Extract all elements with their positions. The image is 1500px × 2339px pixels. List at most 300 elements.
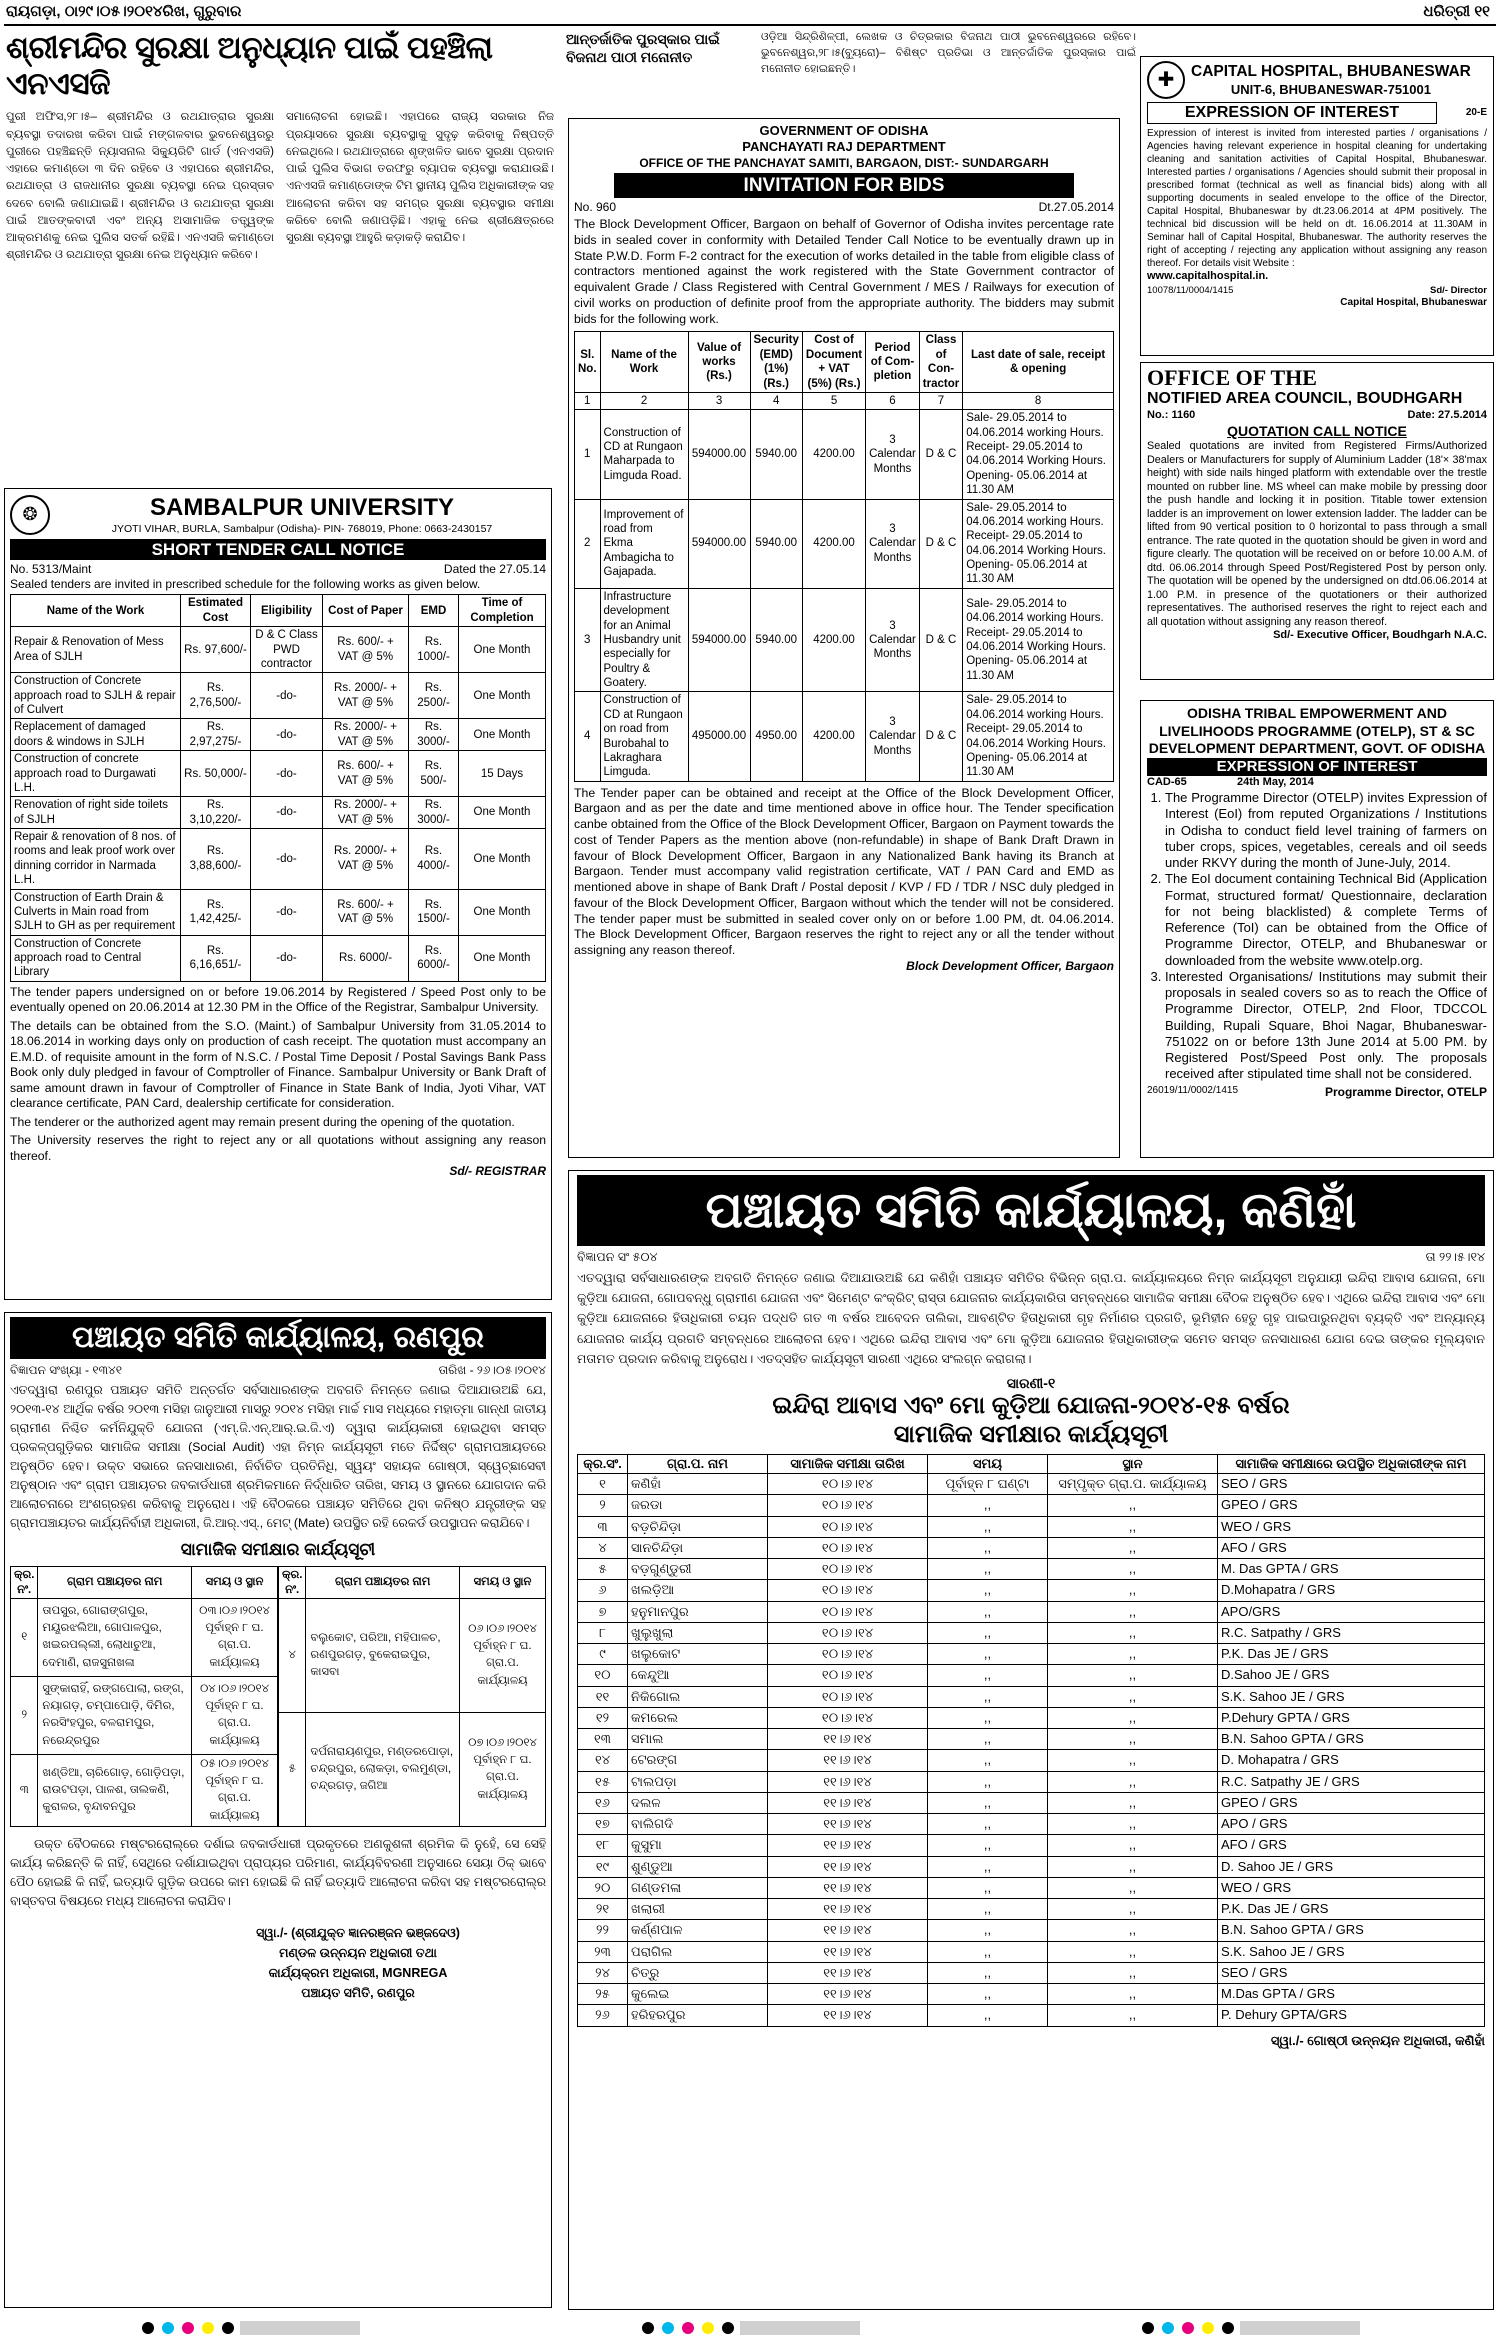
sambalpur-no: No. 5313/Maint bbox=[10, 562, 92, 577]
bid-work-name: Improvement of road from Ekma Ambagicha to Gajapada. bbox=[600, 499, 688, 588]
kaniha-table-row bbox=[578, 1665, 1485, 1686]
kaniha-time: ,, bbox=[928, 1856, 1048, 1877]
sambalpur-emd: Rs. 3000/- bbox=[409, 797, 459, 829]
registration-dot bbox=[182, 2322, 194, 2334]
hospital-sign-2: Capital Hospital, Bhubaneswar bbox=[1340, 296, 1487, 308]
kaniha-date: ୧୦।୬।୧୪ bbox=[768, 1474, 928, 1495]
ranpur-table-right bbox=[278, 1566, 546, 1827]
srimandir-article bbox=[6, 30, 554, 485]
article-headline: ଶ୍ରୀମନ୍ଦିର ସୁରକ୍ଷା ଅନୁଧ୍ୟାନ ପାଇଁ ପହଞ୍ଚିଲା ଏନଏସଜି bbox=[6, 30, 493, 101]
kaniha-officer: B.N. Sahoo GPTA / GRS bbox=[1218, 1920, 1485, 1941]
kaniha-table-row bbox=[578, 1622, 1485, 1643]
ranpur-time: ୦୩।୦୬।୨୦୧୪ ପୂର୍ବାହ୍ନ ୮ ଘ. ଗ୍ରା.ପ. କାର୍ଯ୍ୟାଳୟ bbox=[192, 1598, 278, 1676]
sambalpur-paper: Rs. 600/- + VAT @ 5% bbox=[323, 751, 409, 797]
kaniha-date: ୧୧।୬।୧୪ bbox=[768, 1835, 928, 1856]
kaniha-gp-name: ଖଲାରୀ bbox=[628, 1899, 768, 1920]
kaniha-officer: APO/GRS bbox=[1218, 1601, 1485, 1622]
kaniha-row-no: ୧୪ bbox=[578, 1750, 628, 1771]
print-registration-bar bbox=[0, 2318, 1500, 2338]
ranpur-sign-line: ସ୍ୱା./- (ଶ୍ରୀଯୁକ୍ତ ଜ୍ଞାନରଞ୍ଜନ ଭଞ୍ଜଦେଓ) bbox=[256, 1926, 460, 1941]
ranpur-table-row bbox=[11, 1676, 278, 1754]
ranpur-sign-line: କାର୍ଯ୍ୟକ୍ରମ ଅଧିକାରୀ, MGNREGA bbox=[268, 1966, 448, 1981]
bid-col-period: Period of Com-pletion bbox=[866, 332, 920, 393]
kaniha-row-no: ୨୨ bbox=[578, 1920, 628, 1941]
award-article bbox=[566, 30, 1136, 110]
kaniha-place: ,, bbox=[1048, 1707, 1218, 1728]
registration-dot bbox=[1162, 2322, 1174, 2334]
kaniha-place: ,, bbox=[1048, 2005, 1218, 2026]
sambalpur-eligibility: -do- bbox=[251, 889, 323, 935]
ranpur-body: ଏତଦ୍ୱାରା ରଣପୁର ପଞ୍ଚାୟତ ସମିତି ଅନ୍ତର୍ଗତ ସର୍ବସାଧାରଣଙ୍କ ଅବଗତି ନିମନ୍ତେ ଜଣାଇ ଦିଆଯାଉଅଛି ଯେ, ୨୦୧୩-୧୪ ଆର୍ଥିକ ବର୍ଷର ୨୦୧୩ ମସିହା ଜାନୁଆରୀ ମାସରୁ ୨୦୧୪ ମସିହା ମାର୍ଚ୍ଚ ମାସ ମଧ୍ୟରେ ମହାତ୍ମା ଗାନ୍ଧୀ ଜାତୀୟ ଗ୍ରାମୀଣ ନିଶ୍ଚିତ କର୍ମନିଯୁକ୍ତି ଯୋଜନା (ଏମ୍.ଜି.ଏନ୍.ଆର୍.ଇ.ଜି.ଏ) ଦ୍ୱାରା କାର୍ଯ୍ୟକାରୀ ହୋଇଥିବା ସମସ୍ତ ପ୍ରକଳ୍ପଗୁଡ଼ିକର ସାମାଜିକ ସମୀକ୍ଷା (Social Audit) ଏହା ନିମ୍ନ କାର୍ଯ୍ୟସୂଚୀ ମତେ ନିର୍ଦ୍ଦିଷ୍ଟ ଗ୍ରାମପଞ୍ଚାୟତରେ ଅନୁଷ୍ଠିତ ହେବ। ଉକ୍ତ ସଭାରେ ଜନସାଧାରଣ, ନିର୍ବାଚିତ ପ୍ରତିନିଧି, ସ୍ୱୟଂ ସହାୟକ ଗୋଷ୍ଠୀ, ସ୍ୱେଚ୍ଛାସେବୀ ଅନୁଷ୍ଠାନ ଏବଂ ଗ୍ରାମ ପଞ୍ଚାୟତର ଜବକାର୍ଡଧାରୀ ଶ୍ରମିକମାନେ ନିର୍ଦ୍ଧାରିତ ତାରିଖ, ସମୟ ଓ ସ୍ଥାନରେ ଯୋଗଦାନ କରି ଆଲୋଚନାରେ ଅଂଶଗ୍ରହଣ କରିବାକୁ ଅନୁରୋଧ। ଏହି ବୈଠକରେ ପଞ୍ଚାୟତ ସମିତିରେ ଥିବା କନିଷ୍ଠ ଯନ୍ତ୍ରୀଙ୍କ ସହ ଗ୍ରାମପଞ୍ଚାୟତର କାର୍ଯ୍ୟନିର୍ବାହୀ ଅଧିକାରୀ, ଜି.ଆର୍.ଏସ୍., ମେଟ୍ (Mate) ଉପସ୍ଥିତ ରହି ରେକର୍ଡ ଉପସ୍ଥାପନ କରାଯିବେ। bbox=[10, 1382, 546, 1530]
sambalpur-notice bbox=[4, 488, 552, 1300]
kaniha-time: ,, bbox=[928, 1686, 1048, 1707]
kaniha-gp-name: ଟେରଙ୍ଗ bbox=[628, 1750, 768, 1771]
boudhgarh-line1: OFFICE OF THE bbox=[1147, 365, 1317, 390]
kaniha-row-no: ୭ bbox=[578, 1601, 628, 1622]
sambalpur-table-row bbox=[11, 751, 546, 797]
kaniha-officer: APO / GRS bbox=[1218, 1814, 1485, 1835]
kaniha-place: ,, bbox=[1048, 1941, 1218, 1962]
kaniha-date: ୧୦।୬।୧୪ bbox=[768, 1644, 928, 1665]
kaniha-row-no: ୧୧ bbox=[578, 1686, 628, 1707]
kaniha-place: ,, bbox=[1048, 1559, 1218, 1580]
kaniha-place: ,, bbox=[1048, 1644, 1218, 1665]
sambalpur-paper: Rs. 600/- + VAT @ 5% bbox=[323, 889, 409, 935]
ranpur-time: ୦୭।୦୬।୨୦୧୪ ପୂର୍ବାହ୍ନ ୮ ଘ. ଗ୍ରା.ପ. କାର୍ଯ୍ୟାଳୟ bbox=[460, 1712, 546, 1826]
otelp-line1: ODISHA TRIBAL EMPOWERMENT AND bbox=[1186, 705, 1448, 721]
sambalpur-emd: Rs. 1000/- bbox=[409, 627, 459, 673]
kaniha-officer: AFO / GRS bbox=[1218, 1537, 1485, 1558]
otelp-notice bbox=[1140, 700, 1494, 1158]
sambalpur-col-emd: EMD bbox=[409, 595, 459, 627]
kaniha-title-2: ସାମାଜିକ ସମୀକ୍ଷାର କାର୍ଯ୍ୟସୂଚୀ bbox=[893, 1421, 1169, 1449]
bid-date-receipt: Receipt- 29.05.2014 to 04.06.2014 Working Hours. bbox=[966, 723, 1107, 750]
kaniha-gp-name: ଶୁଣ୍ଡୁଆ bbox=[628, 1856, 768, 1877]
boudhgarh-line2: NOTIFIED AREA COUNCIL, BOUDHGARH bbox=[1147, 390, 1463, 407]
kaniha-table-row bbox=[578, 1750, 1485, 1771]
ranpur-col-gp: ଗ୍ରାମ ପଞ୍ଚାୟତର ନାମ bbox=[38, 1567, 192, 1599]
article-column-1: ପୁରୀ ଅଫିସ,୨୮।୫– ଶ୍ରୀମନ୍ଦିର ଓ ରଥଯାତ୍ରାର ସୁରକ୍ଷା ବ୍ୟବସ୍ଥା ତଦାରଖ କରିବା ପାଇଁ ମଙ୍ଗଳବାର ଭୁବନେଶ୍ୱରରୁ ପୁରୀରେ ପହଞ୍ଚିଛନ୍ତି ନ୍ୟାସନାଲ ସିକ୍ୟୁରିଟି ଗାର୍ଡ (ଏନଏସଜି) ଏହାରେ କମାଣ୍ଡୋ ୩ ଦିନ ରହିବେ ଓ ଏହାପରେ ଶ୍ରୀମନ୍ଦିର, ରଥଯାତ୍ରା ଓ ରାଜଧାନୀର ସୁରକ୍ଷା ବ୍ୟବସ୍ଥା ନେଇ ପ୍ରସ୍ତାବ ଦେବେ ବୋଲି ଜଣାଯାଇଛି। ଶ୍ରୀମନ୍ଦିର ଓ ରଥଯାତ୍ରା ସୁରକ୍ଷା ପାଇଁ ଆତଙ୍କବାଦୀ ଏବଂ ଅନ୍ୟ ଅସାମାଜିକ ତତ୍ତ୍ୱଙ୍କ ଆକ୍ରମଣକୁ ନେଇ ପୁଲିସ ସତର୍କ ରହିଛି। ଏନଏସଜି କମାଣ୍ଡୋ ଶ୍ରୀମନ୍ଦିର ଓ ରଥଯାତ୍ରା ସୁରକ୍ଷା ନେଇ ଅନୁଧ୍ୟାନ କରିବେ। bbox=[6, 111, 274, 262]
hospital-ref: 10078/11/0004/1415 bbox=[1147, 284, 1234, 296]
kaniha-officer: WEO / GRS bbox=[1218, 1877, 1485, 1898]
bid-sl: 1 bbox=[575, 410, 601, 499]
kaniha-table-row bbox=[578, 1601, 1485, 1622]
sambalpur-para-1: The tender papers undersigned on or before 19.06.2014 by Registered / Speed Post only to be eventually opened on 20.06.2014 at 12.30 PM in the Office of the Registrar, Sambalpur University. bbox=[10, 984, 546, 1015]
sambalpur-time: One Month bbox=[459, 627, 546, 673]
ranpur-time: ୦୫।୦୬।୨୦୧୪ ପୂର୍ବାହ୍ନ ୮ ଘ. ଗ୍ରା.ପ. କାର୍ଯ୍ୟାଳୟ bbox=[192, 1754, 278, 1826]
kaniha-gp-name: କୁଲେଇ bbox=[628, 1984, 768, 2005]
bid-table-row bbox=[575, 410, 1114, 499]
kaniha-date: ୧୧।୬।୧୪ bbox=[768, 1814, 928, 1835]
hospital-website[interactable]: www.capitalhospital.in. bbox=[1147, 270, 1269, 282]
sambalpur-dated: Dated the 27.05.14 bbox=[443, 562, 546, 577]
sambalpur-col-cost: Estimated Cost bbox=[181, 595, 251, 627]
sambalpur-paper: Rs. 2000/- + VAT @ 5% bbox=[323, 719, 409, 751]
bid-dates bbox=[963, 410, 1114, 499]
sambalpur-paper: Rs. 2000/- + VAT @ 5% bbox=[323, 673, 409, 719]
registration-dot bbox=[1182, 2322, 1194, 2334]
kaniha-place: ,, bbox=[1048, 1856, 1218, 1877]
sambalpur-cost: Rs. 97,600/- bbox=[181, 627, 251, 673]
bid-date-sale: Sale- 29.05.2014 to 04.06.2014 working Hours. bbox=[966, 597, 1104, 625]
kaniha-place: ,, bbox=[1048, 1729, 1218, 1750]
bid-period: 3 Calendar Months bbox=[866, 410, 920, 499]
kaniha-table-row bbox=[578, 1920, 1485, 1941]
capital-hospital-ad bbox=[1140, 56, 1494, 356]
university-name: SAMBALPUR UNIVERSITY bbox=[149, 494, 455, 521]
colnum: 7 bbox=[919, 392, 962, 409]
ranpur-table-row bbox=[279, 1712, 546, 1826]
registration-dot bbox=[1202, 2322, 1214, 2334]
kaniha-row-no: ୨୬ bbox=[578, 2005, 628, 2026]
bid-work-name: Construction of CD at Rungaon on road from Burobahal to Lakraghara Limguda. bbox=[600, 692, 688, 781]
kaniha-place: ,, bbox=[1048, 1622, 1218, 1643]
kaniha-officer: SEO / GRS bbox=[1218, 1474, 1485, 1495]
ranpur-row-no: ୧ bbox=[11, 1598, 38, 1676]
kaniha-date: ୧୧।୬।୧୪ bbox=[768, 1962, 928, 1983]
sambalpur-sign: Sd/- REGISTRAR bbox=[449, 1164, 546, 1179]
kaniha-row-no: ୨୪ bbox=[578, 1962, 628, 1983]
bid-doc-cost: 4200.00 bbox=[802, 588, 865, 692]
bid-date-sale: Sale- 29.05.2014 to 04.06.2014 working Hours. bbox=[966, 412, 1104, 439]
kaniha-officer: S.K. Sahoo JE / GRS bbox=[1218, 1941, 1485, 1962]
bid-date-opening: Opening- 05.06.2014 at 11.30 AM bbox=[966, 751, 1088, 779]
hospital-eoi-title: EXPRESSION OF INTEREST bbox=[1147, 102, 1437, 124]
bid-period: 3 Calendar Months bbox=[866, 692, 920, 781]
kaniha-row-no: ୯ bbox=[578, 1644, 628, 1665]
bid-emd: 5940.00 bbox=[750, 410, 802, 499]
sambalpur-eligibility: -do- bbox=[251, 935, 323, 981]
kaniha-officer: GPEO / GRS bbox=[1218, 1495, 1485, 1516]
kaniha-date: ୧୧।୬।୧୪ bbox=[768, 1771, 928, 1792]
bid-value: 594000.00 bbox=[688, 499, 750, 588]
bid-period: 3 Calendar Months bbox=[866, 588, 920, 692]
kaniha-place: ,, bbox=[1048, 1877, 1218, 1898]
ranpur-col-no: କ୍ର. ନଂ. bbox=[11, 1567, 38, 1599]
ranpur-sign-line: ମଣ୍ଡଳ ଉନ୍ନୟନ ଅଧିକାରୀ ତଥା bbox=[279, 1946, 437, 1961]
kaniha-gp-name: ବାଲିଗଦି bbox=[628, 1814, 768, 1835]
kaniha-gp-name: ଗଣ୍ଡମଳା bbox=[628, 1877, 768, 1898]
kaniha-date: ୧୧।୬।୧୪ bbox=[768, 1729, 928, 1750]
kaniha-gp-name: ଦଲଳ bbox=[628, 1792, 768, 1813]
bid-sign: Block Development Officer, Bargaon bbox=[906, 958, 1114, 973]
sambalpur-col-work: Name of the Work bbox=[11, 595, 181, 627]
award-body: ଓଡ଼ିଆ ସିନ୍ଦ୍ରିଶିଳ୍ପୀ, ଲେଖକ ଓ ଚିତ୍ରକାର ବିଜନାଥ ପାଠୀ ଭୁବନେଶ୍ୱରରେ ରହିବେ। ଭୁବନେଶ୍ୱର,୨୮।୫(ବ୍ୟୁରୋ)– ବିଶିଷ୍ଟ ପ୍ରତିଭା ଓ ଆନ୍ତର୍ଜାତିକ ପୁରସ୍କାର ପାଇଁ ମନୋନୀତ ହୋଇଛନ୍ତି। bbox=[761, 31, 1136, 75]
bid-dates bbox=[963, 588, 1114, 692]
sambalpur-cost: Rs. 3,88,600/- bbox=[181, 829, 251, 890]
kaniha-place: ,, bbox=[1048, 1665, 1218, 1686]
sambalpur-table-row bbox=[11, 673, 546, 719]
sambalpur-time: One Month bbox=[459, 889, 546, 935]
sambalpur-table bbox=[10, 594, 546, 981]
sambalpur-work-name: Construction of Concrete approach road to SJLH & repair of Culvert bbox=[11, 673, 181, 719]
bid-date-receipt: Receipt- 29.05.2014 to 04.06.2014 Working Hours. bbox=[966, 441, 1107, 468]
otelp-cad: CAD-65 bbox=[1147, 776, 1187, 789]
kaniha-row-no: ୩ bbox=[578, 1516, 628, 1537]
sambalpur-eligibility: -do- bbox=[251, 719, 323, 751]
kaniha-time: ,, bbox=[928, 1665, 1048, 1686]
kaniha-gp-name: ଖୁଲୁଖୁଲା bbox=[628, 1622, 768, 1643]
bid-dates bbox=[963, 499, 1114, 588]
kaniha-table-row bbox=[578, 1516, 1485, 1537]
kaniha-date: ୧୧।୬।୧୪ bbox=[768, 1941, 928, 1962]
otelp-line2: LIVELIHOODS PROGRAMME (OTELP), ST & SC bbox=[1159, 722, 1475, 739]
kaniha-time: ପୂର୍ବାହ୍ନ ୮ ଘଣ୍ଟା bbox=[928, 1474, 1048, 1495]
sambalpur-eligibility: D & C Class PWD contractor bbox=[251, 627, 323, 673]
kaniha-table-row bbox=[578, 1559, 1485, 1580]
kaniha-place: ,, bbox=[1048, 1792, 1218, 1813]
kaniha-banner: ପଞ୍ଚାୟତ ସମିତି କାର୍ଯ୍ୟାଳୟ, କଣିହାଁ bbox=[577, 1175, 1485, 1246]
article-column-2: ସମାଲୋଚନା ହୋଇଛି। ଏହାପରେ ରାଜ୍ୟ ସରକାର ନିଜ ପ୍ରୟାସରେ ସୁରକ୍ଷା ବ୍ୟବସ୍ଥାକୁ ସୁଦୃଢ଼ କରିବାକୁ ନିଷ୍ପତ୍ତି ନେଇଥିଲେ। ରଥଯାତ୍ରାରେ ଶୃଙ୍ଖଳିତ ଭାବେ ସୁରକ୍ଷା ପ୍ରଦାନ ପାଇଁ ପୁଲିସ ବିଭାଗ ତରଫରୁ ବ୍ୟାପକ ବ୍ୟବସ୍ଥା କରାଯାଉଛି। ଏନଏସଜି କମାଣ୍ଡୋଙ୍କ ଟିମ ସ୍ଥାନୀୟ ପୁଲିସ ଅଧିକାରୀଙ୍କ ସହ ଆଲୋଚନା କରିବା ସହ ସମଗ୍ର ସୁରକ୍ଷା ବ୍ୟବସ୍ଥାର ସମୀକ୍ଷା କରିବେ ବୋଲି ଜଣାପଡ଼ିଛି। ଏହାକୁ ନେଇ ଶ୍ରୀକ୍ଷେତ୍ରରେ ସୁରକ୍ଷା ବ୍ୟବସ୍ଥା ଆହୁରି କଡ଼ାକଡ଼ି କରାଯିବ। bbox=[286, 111, 554, 245]
bid-govt: GOVERNMENT OF ODISHA bbox=[759, 123, 929, 138]
kaniha-table-header bbox=[578, 1454, 1485, 1473]
bid-value: 594000.00 bbox=[688, 588, 750, 692]
kaniha-date: ୧୦।୬।୧୪ bbox=[768, 1665, 928, 1686]
kaniha-place: ,, bbox=[1048, 1984, 1218, 2005]
bid-class: D & C bbox=[919, 692, 962, 781]
sambalpur-eligibility: -do- bbox=[251, 751, 323, 797]
kaniha-row-no: ୧ bbox=[578, 1474, 628, 1495]
sambalpur-emd: Rs. 3000/- bbox=[409, 719, 459, 751]
kaniha-place: ,, bbox=[1048, 1686, 1218, 1707]
bid-date-opening: Opening- 05.06.2014 at 11.30 AM bbox=[966, 655, 1088, 682]
kaniha-officer: M.Das GPTA / GRS bbox=[1218, 1984, 1485, 2005]
kaniha-place: ସମ୍ପୃକ୍ତ ଗ୍ରା.ପ. କାର୍ଯ୍ୟାଳୟ bbox=[1048, 1474, 1218, 1495]
kaniha-officer: P.Dehury GPTA / GRS bbox=[1218, 1707, 1485, 1728]
sambalpur-para-2: The details can be obtained from the S.O. (Maint.) of Sambalpur University from 31.05.2014 to 18.06.2014 in working days only on production of cash receipt. The quotation must accompany an E.M.D. of requisite amount in the form of N.S.C. / Postal Time Deposit / Postal Savings Bank Pass Book only duly pledged in favour of Comptroller of Finance. Sambalpur University or Bank Draft of same amount drawn in favour of Comptroller of Finance in State Bank of India, Jyoti Vihar, VAT clearance certificate, PAN Card, dealership certificate for consideration. bbox=[10, 1018, 546, 1111]
kaniha-time: ,, bbox=[928, 1962, 1048, 1983]
kaniha-time: ,, bbox=[928, 1707, 1048, 1728]
otelp-sign: Programme Director, OTELP bbox=[1324, 1084, 1487, 1099]
masthead-page: ଧରିତ୍ରୀ ୧୧ bbox=[1423, 3, 1490, 20]
kaniha-table-row bbox=[578, 1495, 1485, 1516]
kaniha-gp-name: ବଡ଼ଗୁଣ୍ଡୁରୀ bbox=[628, 1559, 768, 1580]
kaniha-date: ୧୦।୬।୧୪ bbox=[768, 1495, 928, 1516]
ranpur-table-row bbox=[11, 1598, 278, 1676]
kaniha-table-row bbox=[578, 1580, 1485, 1601]
bid-doc-cost: 4200.00 bbox=[802, 410, 865, 499]
bid-table bbox=[574, 331, 1114, 781]
registration-dot bbox=[202, 2322, 214, 2334]
bid-date: Dt.27.05.2014 bbox=[1038, 200, 1114, 215]
kaniha-officer: WEO / GRS bbox=[1218, 1516, 1485, 1537]
kaniha-gp-name: ବଡ଼ଚିନ୍ଦିଡ଼ା bbox=[628, 1516, 768, 1537]
sambalpur-time: One Month bbox=[459, 673, 546, 719]
ranpur-time: ୦୪।୦୬।୨୦୧୪ ପୂର୍ବାହ୍ନ ୮ ଘ. ଗ୍ରା.ପ. କାର୍ଯ୍ୟାଳୟ bbox=[192, 1676, 278, 1754]
kaniha-time: ,, bbox=[928, 1835, 1048, 1856]
sambalpur-work-name: Renovation of right side toilets of SJLH bbox=[11, 797, 181, 829]
bid-doc-cost: 4200.00 bbox=[802, 499, 865, 588]
ranpur-col-gp: ଗ୍ରାମ ପଞ୍ଚାୟତର ନାମ bbox=[306, 1567, 460, 1599]
sambalpur-eligibility: -do- bbox=[251, 829, 323, 890]
sambalpur-work-name: Construction of Concrete approach road to Central Library bbox=[11, 935, 181, 981]
bid-col-class: Class of Con-tractor bbox=[919, 332, 962, 393]
kaniha-place: ,, bbox=[1048, 1580, 1218, 1601]
registration-dot bbox=[642, 2322, 654, 2334]
kaniha-table-row bbox=[578, 1729, 1485, 1750]
kaniha-officer: P. Dehury GPTA/GRS bbox=[1218, 2005, 1485, 2026]
otelp-date: 24th May, 2014 bbox=[1237, 776, 1314, 789]
kaniha-row-no: ୫ bbox=[578, 1559, 628, 1580]
bid-class: D & C bbox=[919, 499, 962, 588]
registration-bar bbox=[240, 2321, 360, 2335]
kaniha-officer: P.K. Das JE / GRS bbox=[1218, 1899, 1485, 1920]
kaniha-row-no: ୪ bbox=[578, 1537, 628, 1558]
bid-date-opening: Opening- 05.06.2014 at 11.30 AM bbox=[966, 469, 1088, 497]
bid-col-doc: Cost of Document + VAT (5%) (Rs.) bbox=[802, 332, 865, 393]
bid-work-name: Construction of CD at Rungaon Maharpada to Limguda Road. bbox=[600, 410, 688, 499]
ranpur-gp-names: ବଲୁକୋଟ, ପରିଆ, ମହିପାଳଚ, ରଣପୁରଗଡ଼, ବୁକେରାଇପୁର, କାସବା bbox=[306, 1598, 460, 1712]
kaniha-date: ୧୧।୬।୧୪ bbox=[768, 1856, 928, 1877]
kaniha-table-row bbox=[578, 1537, 1485, 1558]
ranpur-adno: ବିଜ୍ଞାପନ ସଂଖ୍ୟା - ୧୩୪୧ bbox=[10, 1362, 123, 1377]
kaniha-time: ,, bbox=[928, 1899, 1048, 1920]
boudhgarh-title: QUOTATION CALL NOTICE bbox=[1227, 422, 1407, 439]
otelp-ref: 26019/11/0002/1415 bbox=[1147, 1084, 1239, 1096]
kaniha-time: ,, bbox=[928, 1792, 1048, 1813]
sambalpur-emd: Rs. 1500/- bbox=[409, 889, 459, 935]
bid-doc-cost: 4200.00 bbox=[802, 692, 865, 781]
kaniha-row-no: ୧୩ bbox=[578, 1729, 628, 1750]
sambalpur-table-row bbox=[11, 889, 546, 935]
bid-emd: 5940.00 bbox=[750, 588, 802, 692]
sambalpur-intro: Sealed tenders are invited in prescribed schedule for the following works as given below. bbox=[10, 577, 481, 592]
kaniha-date: ୧୧।୬।୧୪ bbox=[768, 1750, 928, 1771]
bid-dates bbox=[963, 692, 1114, 781]
kaniha-place: ,, bbox=[1048, 1814, 1218, 1835]
colnum: 4 bbox=[750, 392, 802, 409]
registration-dot bbox=[1142, 2322, 1154, 2334]
boudhgarh-notice bbox=[1140, 362, 1494, 680]
ranpur-time: ୦୬।୦୬।୨୦୧୪ ପୂର୍ବାହ୍ନ ୮ ଘ. ଗ୍ରା.ପ. କାର୍ଯ୍ୟାଳୟ bbox=[460, 1598, 546, 1712]
kaniha-date: ୧୦।୬।୧୪ bbox=[768, 1622, 928, 1643]
registration-dot bbox=[142, 2322, 154, 2334]
ranpur-table-header bbox=[279, 1567, 546, 1599]
ranpur-col-no: କ୍ର. ନଂ. bbox=[279, 1567, 306, 1599]
sambalpur-cost: Rs. 2,76,500/- bbox=[181, 673, 251, 719]
sambalpur-eligibility: -do- bbox=[251, 797, 323, 829]
kaniha-gp-name: କର୍ଣ୍ଣପାଳ bbox=[628, 1920, 768, 1941]
kaniha-date: ୧୧।୬।୧୪ bbox=[768, 1984, 928, 2005]
masthead-rule bbox=[4, 24, 1496, 26]
ranpur-note: ଉକ୍ତ ବୈଠକରେ ମଷ୍ଟରରୋଲ୍‌ରେ ଦର୍ଶାଇ ଜବକାର୍ଡଧାରୀ ପ୍ରକୃତରେ ଅଣକୁଶଳୀ ଶ୍ରମିକ କି ନୁହେଁ, ସେ ସେହି କାର୍ଯ୍ୟ କରିଛନ୍ତି କି ନାହିଁ, ସେଥିରେ ଦର୍ଶାଯାଇଥିବା ପ୍ରାପ୍ୟର ପରିମାଣ, କାର୍ଯ୍ୟବିବରଣୀ ଅନୁସାରେ ସେୟା ଠିକ୍ ଭାବେ ପୈଠ ହୋଇଛି କି ନାହିଁ, ଇତ୍ୟାଦି ଗୁଡ଼ିକ ଉପରେ କାମ ହୋଇଛି କି ନାହିଁ ଇତ୍ୟାଦି ଆଲୋଚନା କରିବା ସହ ମଷ୍ଟରରୋଲ୍‌ର ବାସ୍ତବତା ବିଷୟରେ ମଧ୍ୟ ଆଲୋଚନା କରାଯିବ। bbox=[10, 1836, 546, 1909]
kaniha-time: ,, bbox=[928, 1601, 1048, 1622]
kaniha-gp-name: ଚିତ୍ରୁ bbox=[628, 1962, 768, 1983]
kaniha-col-no: କ୍ର.ସଂ. bbox=[578, 1454, 628, 1473]
color-registration-marks bbox=[640, 2321, 860, 2335]
kaniha-time: ,, bbox=[928, 1580, 1048, 1601]
registration-dot bbox=[662, 2322, 674, 2334]
ranpur-signature bbox=[170, 1923, 546, 2003]
ranpur-row-no: ୩ bbox=[11, 1754, 38, 1826]
ranpur-col-time: ସମୟ ଓ ସ୍ଥାନ bbox=[460, 1567, 546, 1599]
kaniha-table-row bbox=[578, 1962, 1485, 1983]
kaniha-gp-name: ଟାଲପଡ଼ା bbox=[628, 1771, 768, 1792]
kaniha-date: ୧୦।୬।୧୪ bbox=[768, 1516, 928, 1537]
registration-dot bbox=[162, 2322, 174, 2334]
kaniha-gp-name: କୁସୁମା bbox=[628, 1835, 768, 1856]
kaniha-gp-name: ହରିହରପୁର bbox=[628, 2005, 768, 2026]
kaniha-gp-name: ନିକିଗୋଲ bbox=[628, 1686, 768, 1707]
masthead-dateline: ରାୟଗଡ଼ା, ଠା୨୯।୦୫।୨୦୧୪ରିଖ, ଗୁରୁବାର bbox=[6, 3, 242, 20]
boudhgarh-body: Sealed quotations are invited from Registered Firms/Authorized Dealers or Manufacturers for supply of Aluminium Ladder (18'× 38'max height) with side nails hinged platform with extendable over the trestle mounted on rubber line. MS wheel can make mobile by pressing door the push handle and locking it in position. Titable tower extension ladder is an improvement on lower extension ladder. The ladder can be lifted from 90 vertical position to 0 horizontal to pass through a small entrance. The rate quoted in the quotation should be given in word and figure clearly. The quotation will be received on or before 10.00 A.M. of dtd. 06.06.2014 through Speed Post/Registered Post by person only. The quotation will be opened by the undersigned on dtd.06.06.2014 at 1.00 P.M. in presence of the quotationers or their authorized representatives. The authorised reserves the right to reject each and all quotation without assigning any reason thereof. bbox=[1147, 440, 1487, 628]
sambalpur-para-4: The University reserves the right to reject any or all quotations without assigning any reason thereof. bbox=[10, 1133, 546, 1163]
hospital-emblem-icon: ✚ bbox=[1147, 61, 1185, 99]
registration-dot bbox=[1222, 2322, 1234, 2334]
kaniha-officer: P.K. Das JE / GRS bbox=[1218, 1644, 1485, 1665]
kaniha-place: ,, bbox=[1048, 1601, 1218, 1622]
kaniha-row-no: ୨ bbox=[578, 1495, 628, 1516]
kaniha-time: ,, bbox=[928, 2005, 1048, 2026]
otelp-item: 2. The EoI document containing Technical Bid (Application Format, structured format/ Questionnaire, declaration for not being blacklisted) & complete Terms of Reference (ToI) can be obtained from the Office of Programme Director, OTELP, and Bhubaneswar or downloaded from the website www.otelp.org. bbox=[1165, 871, 1487, 969]
kaniha-row-no: ୬ bbox=[578, 1580, 628, 1601]
sambalpur-table-row bbox=[11, 627, 546, 673]
bid-table-row bbox=[575, 692, 1114, 781]
kaniha-sign: ସ୍ୱା./- ଗୋଷ୍ଠୀ ଉନ୍ନୟନ ଅଧିକାରୀ, କଣିହାଁ bbox=[1270, 2032, 1485, 2048]
university-address: JYOTI VIHAR, BURLA, Sambalpur (Odisha)- PIN- 768019, Phone: 0663-2430157 bbox=[111, 523, 493, 535]
kaniha-gp-name: ସାନଚିନ୍ଦିଡ଼ା bbox=[628, 1537, 768, 1558]
kaniha-time: ,, bbox=[928, 1559, 1048, 1580]
ranpur-table-row bbox=[11, 1754, 278, 1826]
sambalpur-time: One Month bbox=[459, 829, 546, 890]
kaniha-time: ,, bbox=[928, 1984, 1048, 2005]
kaniha-sarani: ସାରଣୀ-୧ bbox=[1006, 1374, 1056, 1391]
kaniha-table-row bbox=[578, 1707, 1485, 1728]
kaniha-table-row bbox=[578, 1984, 1485, 2005]
kaniha-table-row bbox=[578, 1686, 1485, 1707]
university-emblem-icon: ❂ bbox=[10, 495, 50, 535]
kaniha-table-row bbox=[578, 1899, 1485, 1920]
kaniha-gp-name: ପରାଗିଲ bbox=[628, 1941, 768, 1962]
ranpur-notice bbox=[4, 1312, 552, 2308]
sambalpur-table-row bbox=[11, 719, 546, 751]
kaniha-date: ୧୦।୬।୧୪ bbox=[768, 1580, 928, 1601]
sambalpur-paper: Rs. 6000/- bbox=[323, 935, 409, 981]
kaniha-time: ,, bbox=[928, 1644, 1048, 1665]
bid-date-receipt: Receipt- 29.05.2014 to 04.06.2014 Working Hours. bbox=[966, 626, 1107, 654]
bargaon-bid-notice bbox=[568, 118, 1120, 1158]
kaniha-officer: R.C. Satpathy JE / GRS bbox=[1218, 1771, 1485, 1792]
sambalpur-paper: Rs. 2000/- + VAT @ 5% bbox=[323, 829, 409, 890]
sambalpur-paper: Rs. 2000/- + VAT @ 5% bbox=[323, 797, 409, 829]
hospital-name: CAPITAL HOSPITAL, BHUBANESWAR bbox=[1191, 63, 1471, 81]
ranpur-table-header bbox=[11, 1567, 278, 1599]
bid-col-dates: Last date of sale, receipt & opening bbox=[963, 332, 1114, 393]
kaniha-date: ତା ୨୨।୫।୧୪ bbox=[1425, 1249, 1485, 1264]
bid-table-row bbox=[575, 499, 1114, 588]
ranpur-gp-names: ଦର୍ପନାରାୟଣପୁର, ମଣ୍ଡରପୋଡ଼ା, ଚନ୍ଦ୍ରପୁର, ଲୋକଡ଼ା, ବଲମୁଣ୍ଡା, ଚନ୍ଦ୍ରଗଡ଼, ଜଗିଆ bbox=[306, 1712, 460, 1826]
kaniha-time: ,, bbox=[928, 1729, 1048, 1750]
kaniha-col-officer: ସାମାଜିକ ସମୀକ୍ଷାରେ ଉପସ୍ଥିତ ଅଧିକାରୀଙ୍କ ନାମ bbox=[1218, 1454, 1485, 1473]
sambalpur-col-paper: Cost of Paper bbox=[323, 595, 409, 627]
bid-period: 3 Calendar Months bbox=[866, 499, 920, 588]
kaniha-body: ଏତଦ୍ୱାରା ସର୍ବସାଧାରଣଙ୍କ ଅବଗତି ନିମନ୍ତେ ଜଣାଇ ଦିଆଯାଉଅଛି ଯେ କଣିହାଁ ପଞ୍ଚାୟତ ସମିତିର ବିଭିନ୍ନ ଗ୍ରା.ପ. କାର୍ଯ୍ୟାଳୟରେ ନିମ୍ନ କାର୍ଯ୍ୟସୂଚୀ ଅନୁଯାୟୀ ଇନ୍ଦିରା ଆବାସ ଯୋଜନା, ମୋ କୁଡ଼ିଆ ଯୋଜନା, ଗୋପବନ୍ଧୁ ଗ୍ରାମୀଣ ଯୋଜନା ଏବଂ ସିମେଣ୍ଟ କଂକ୍ରିଟ୍ ରାସ୍ତା ଯୋଜନାର କାର୍ଯ୍ୟକାରିତା ସମ୍ବନ୍ଧରେ ସାମାଜିକ ସମୀକ୍ଷା ବୈଠକ ଅନୁଷ୍ଠିତ ହେବ। ଏଥିରେ ଇନ୍ଦିରା ଆବାସ ଏବଂ ମୋ କୁଡ଼ିଆ ଯୋଜନାରେ ହିତାଧିକାରୀ ଚୟନ ପଦ୍ଧତି ଗତ ୩ ବର୍ଷର ଆବେଦନ ତାଲିକା, ଆବଣ୍ଟିତ ହିତାଧିକାରୀ ଗୃହ ନିର୍ମାଣର ପ୍ରଗତି, ଭୂମିହୀନ ହେତୁ ଗୃହ ପାଇପାରୁନଥିବା ବ୍ୟକ୍ତି ଏବଂ ଅନ୍ୟାନ୍ୟ ଯୋଜନାର କାର୍ଯ୍ୟ ପ୍ରଗତି ସମ୍ବନ୍ଧରେ ଆଲୋଚନା ହେବ। ଏଥିରେ ଇନ୍ଦିରା ଆବାସ ଏବଂ ମୋ କୁଡ଼ିଆ ଯୋଜନାର ହିତାଧିକାରୀଙ୍କ ସମେତ ସମସ୍ତ ଜନସାଧାରଣ ଯୋଗ ଦେଇ ତାଙ୍କର ମୂଲ୍ୟବାନ ମତାମତ ପ୍ରଦାନ କରିବାକୁ ଅନୁରୋଧ। ଏତଦ୍‌ସହିତ କାର୍ଯ୍ୟସୂଚୀ ସାରଣୀ ଏଥିରେ ସଂଲଗ୍ନ କରାଗଲା। bbox=[577, 1271, 1485, 1366]
kaniha-gp-name: ହନୁମାନପୁର bbox=[628, 1601, 768, 1622]
kaniha-table-row bbox=[578, 1941, 1485, 1962]
ranpur-gp-names: ସୁଙ୍କାରାହିଁ, ରଙ୍ଗପୋଲା, ରଙ୍ଗ, ନୟାଗଡ଼, ଚମ୍ପାପୋଡ଼ି, ଦିମିର, ନରସିଂହପୁର, ବଳରାମପୁର, ନରେନ୍ଦ୍ରପୁର bbox=[38, 1676, 192, 1754]
ranpur-row-no: ୨ bbox=[11, 1676, 38, 1754]
sambalpur-table-row bbox=[11, 797, 546, 829]
sambalpur-col-time: Time of Completion bbox=[459, 595, 546, 627]
kaniha-officer: GPEO / GRS bbox=[1218, 1792, 1485, 1813]
sambalpur-work-name: Repair & Renovation of Mess Area of SJLH bbox=[11, 627, 181, 673]
kaniha-table-row bbox=[578, 1856, 1485, 1877]
kaniha-row-no: ୮ bbox=[578, 1622, 628, 1643]
sambalpur-time: One Month bbox=[459, 797, 546, 829]
sambalpur-time: One Month bbox=[459, 935, 546, 981]
bid-col-sl: Sl. No. bbox=[575, 332, 601, 393]
ranpur-table-row bbox=[279, 1598, 546, 1712]
